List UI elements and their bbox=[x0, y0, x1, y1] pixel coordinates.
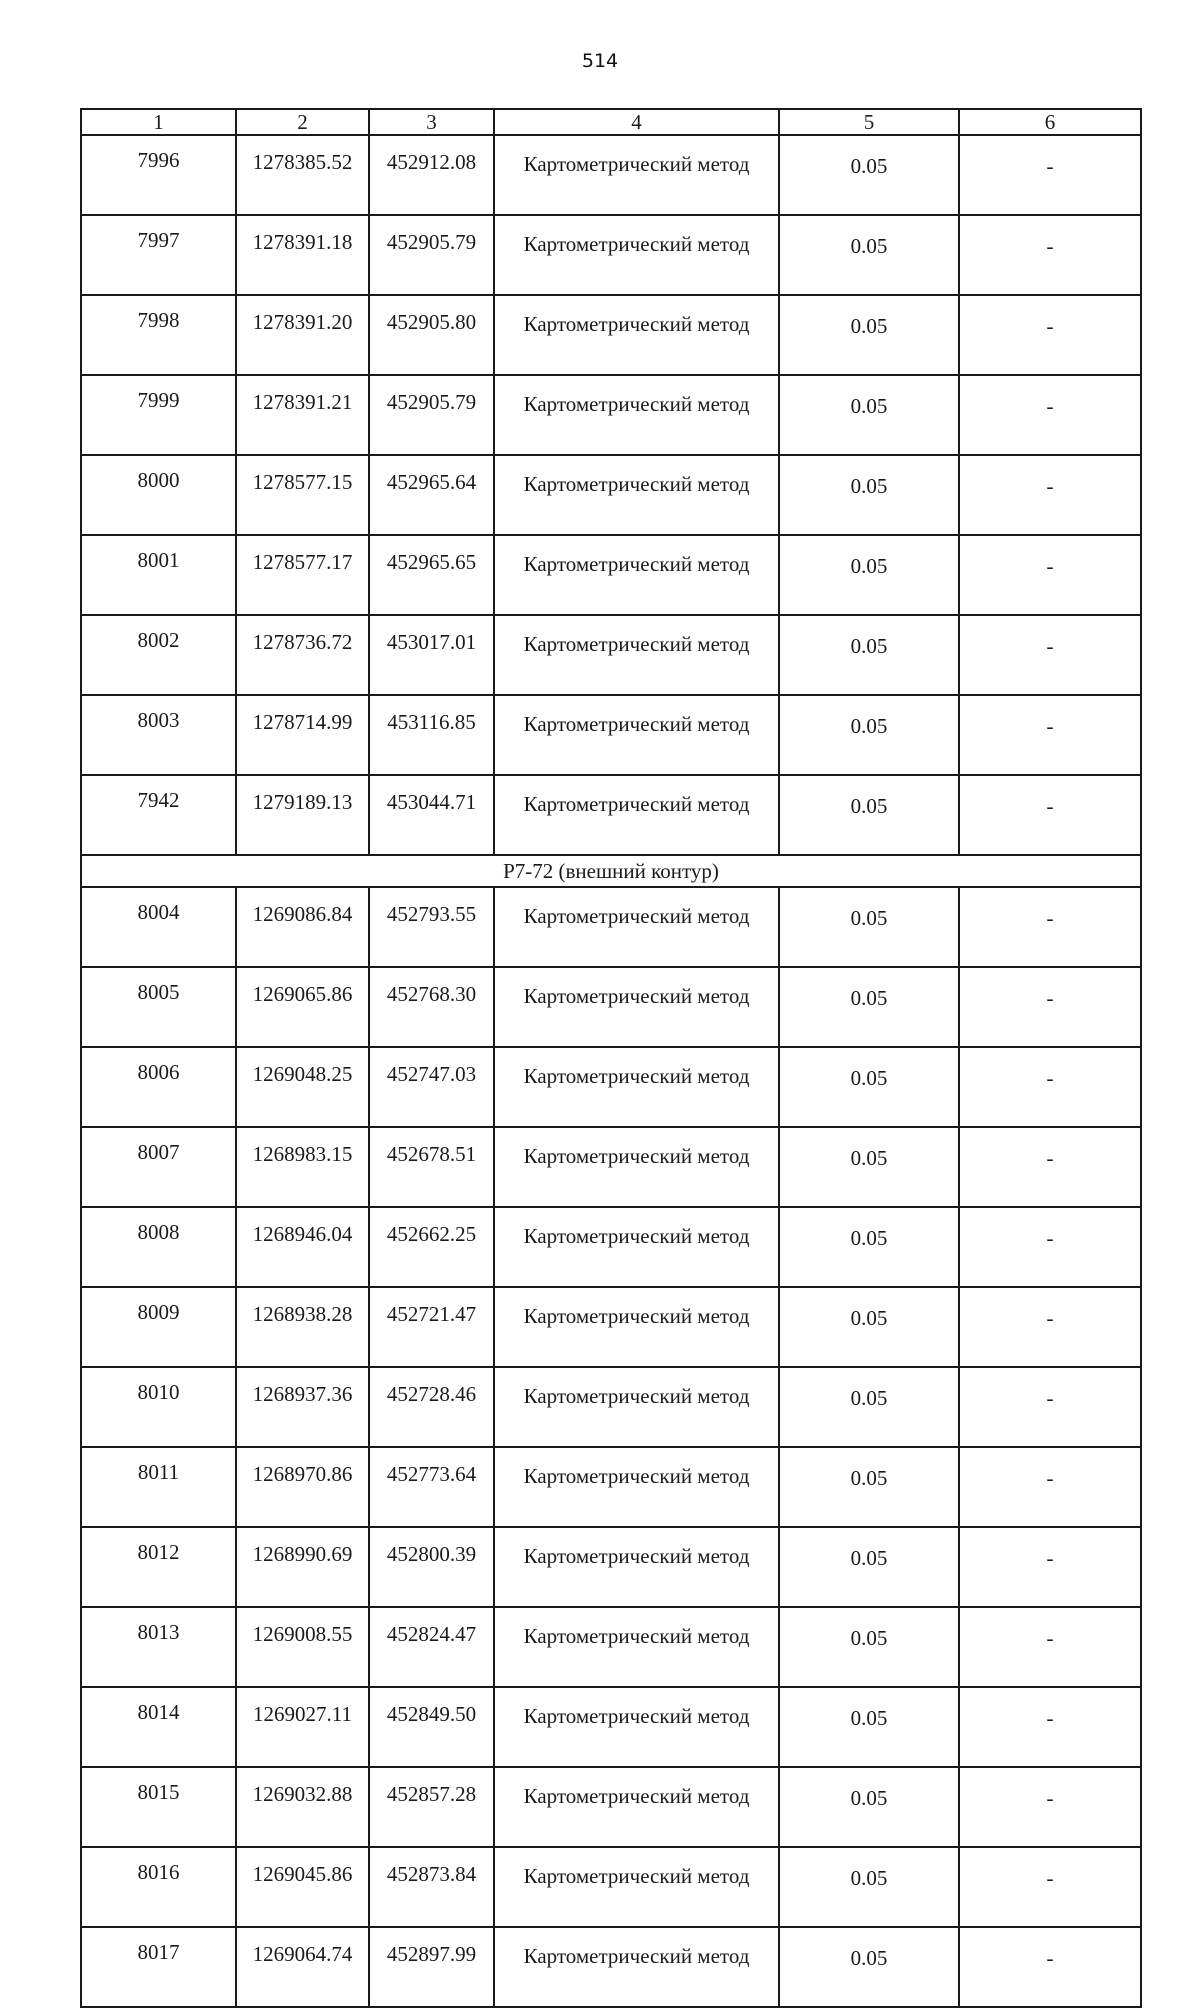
method-cell: Картометрический метод bbox=[494, 775, 779, 855]
extra-cell: - bbox=[959, 1927, 1141, 2007]
point-number-cell: 8001 bbox=[81, 535, 236, 615]
point-number-cell: 8003 bbox=[81, 695, 236, 775]
x-coordinate-cell: 1279189.13 bbox=[236, 775, 369, 855]
method-cell: Картометрический метод bbox=[494, 1847, 779, 1927]
point-number-cell: 8017 bbox=[81, 1927, 236, 2007]
accuracy-cell: 0.05 bbox=[779, 775, 959, 855]
point-number-cell: 8012 bbox=[81, 1527, 236, 1607]
y-coordinate-cell: 452662.25 bbox=[369, 1207, 494, 1287]
point-number-cell: 8014 bbox=[81, 1687, 236, 1767]
extra-cell: - bbox=[959, 1207, 1141, 1287]
x-coordinate-cell: 1268970.86 bbox=[236, 1447, 369, 1527]
method-cell: Картометрический метод bbox=[494, 1767, 779, 1847]
point-number-cell: 7942 bbox=[81, 775, 236, 855]
table-row bbox=[81, 535, 1141, 615]
point-number-cell: 8004 bbox=[81, 887, 236, 967]
table-row bbox=[81, 215, 1141, 295]
method-cell: Картометрический метод bbox=[494, 1687, 779, 1767]
x-coordinate-cell: 1269008.55 bbox=[236, 1607, 369, 1687]
header-cell-4: 4 bbox=[494, 109, 779, 135]
method-cell: Картометрический метод bbox=[494, 1047, 779, 1127]
y-coordinate-cell: 452824.47 bbox=[369, 1607, 494, 1687]
table-row bbox=[81, 695, 1141, 775]
y-coordinate-cell: 453044.71 bbox=[369, 775, 494, 855]
point-number-cell: 8008 bbox=[81, 1207, 236, 1287]
section-title: Р7-72 (внешний контур) bbox=[81, 855, 1141, 887]
extra-cell: - bbox=[959, 1047, 1141, 1127]
y-coordinate-cell: 452965.64 bbox=[369, 455, 494, 535]
method-cell: Картометрический метод bbox=[494, 1207, 779, 1287]
method-cell: Картометрический метод bbox=[494, 1927, 779, 2007]
header-cell-2: 2 bbox=[236, 109, 369, 135]
y-coordinate-cell: 452773.64 bbox=[369, 1447, 494, 1527]
extra-cell: - bbox=[959, 215, 1141, 295]
x-coordinate-cell: 1278391.20 bbox=[236, 295, 369, 375]
extra-cell: - bbox=[959, 775, 1141, 855]
extra-cell: - bbox=[959, 1367, 1141, 1447]
point-number-cell: 8002 bbox=[81, 615, 236, 695]
x-coordinate-cell: 1269048.25 bbox=[236, 1047, 369, 1127]
method-cell: Картометрический метод bbox=[494, 1447, 779, 1527]
extra-cell: - bbox=[959, 1687, 1141, 1767]
x-coordinate-cell: 1278736.72 bbox=[236, 615, 369, 695]
accuracy-cell: 0.05 bbox=[779, 1687, 959, 1767]
accuracy-cell: 0.05 bbox=[779, 135, 959, 215]
accuracy-cell: 0.05 bbox=[779, 1927, 959, 2007]
x-coordinate-cell: 1269027.11 bbox=[236, 1687, 369, 1767]
table-row bbox=[81, 1767, 1141, 1847]
accuracy-cell: 0.05 bbox=[779, 1367, 959, 1447]
table-row bbox=[81, 1287, 1141, 1367]
method-cell: Картометрический метод bbox=[494, 615, 779, 695]
table-row bbox=[81, 967, 1141, 1047]
method-cell: Картометрический метод bbox=[494, 967, 779, 1047]
y-coordinate-cell: 452721.47 bbox=[369, 1287, 494, 1367]
y-coordinate-cell: 452905.79 bbox=[369, 215, 494, 295]
method-cell: Картометрический метод bbox=[494, 1367, 779, 1447]
table-row bbox=[81, 615, 1141, 695]
accuracy-cell: 0.05 bbox=[779, 967, 959, 1047]
y-coordinate-cell: 452857.28 bbox=[369, 1767, 494, 1847]
x-coordinate-cell: 1278391.18 bbox=[236, 215, 369, 295]
accuracy-cell: 0.05 bbox=[779, 1207, 959, 1287]
y-coordinate-cell: 452873.84 bbox=[369, 1847, 494, 1927]
y-coordinate-cell: 452905.80 bbox=[369, 295, 494, 375]
method-cell: Картометрический метод bbox=[494, 1527, 779, 1607]
method-cell: Картометрический метод bbox=[494, 1127, 779, 1207]
extra-cell: - bbox=[959, 1287, 1141, 1367]
table-row bbox=[81, 775, 1141, 855]
extra-cell: - bbox=[959, 1607, 1141, 1687]
table-row bbox=[81, 1687, 1141, 1767]
y-coordinate-cell: 452728.46 bbox=[369, 1367, 494, 1447]
extra-cell: - bbox=[959, 1527, 1141, 1607]
header-cell-1: 1 bbox=[81, 109, 236, 135]
table-row bbox=[81, 1447, 1141, 1527]
point-number-cell: 7996 bbox=[81, 135, 236, 215]
y-coordinate-cell: 452747.03 bbox=[369, 1047, 494, 1127]
x-coordinate-cell: 1269064.74 bbox=[236, 1927, 369, 2007]
point-number-cell: 7997 bbox=[81, 215, 236, 295]
accuracy-cell: 0.05 bbox=[779, 1847, 959, 1927]
accuracy-cell: 0.05 bbox=[779, 535, 959, 615]
accuracy-cell: 0.05 bbox=[779, 1287, 959, 1367]
accuracy-cell: 0.05 bbox=[779, 1527, 959, 1607]
point-number-cell: 7999 bbox=[81, 375, 236, 455]
accuracy-cell: 0.05 bbox=[779, 695, 959, 775]
accuracy-cell: 0.05 bbox=[779, 1607, 959, 1687]
x-coordinate-cell: 1269032.88 bbox=[236, 1767, 369, 1847]
y-coordinate-cell: 452768.30 bbox=[369, 967, 494, 1047]
table-row bbox=[81, 455, 1141, 535]
x-coordinate-cell: 1268946.04 bbox=[236, 1207, 369, 1287]
table-row bbox=[81, 887, 1141, 967]
method-cell: Картометрический метод bbox=[494, 295, 779, 375]
point-number-cell: 8009 bbox=[81, 1287, 236, 1367]
point-number-cell: 8015 bbox=[81, 1767, 236, 1847]
extra-cell: - bbox=[959, 887, 1141, 967]
method-cell: Картометрический метод bbox=[494, 887, 779, 967]
method-cell: Картометрический метод bbox=[494, 535, 779, 615]
accuracy-cell: 0.05 bbox=[779, 215, 959, 295]
table-row bbox=[81, 1207, 1141, 1287]
extra-cell: - bbox=[959, 535, 1141, 615]
extra-cell: - bbox=[959, 135, 1141, 215]
y-coordinate-cell: 452905.79 bbox=[369, 375, 494, 455]
accuracy-cell: 0.05 bbox=[779, 1047, 959, 1127]
header-cell-5: 5 bbox=[779, 109, 959, 135]
accuracy-cell: 0.05 bbox=[779, 615, 959, 695]
x-coordinate-cell: 1268990.69 bbox=[236, 1527, 369, 1607]
x-coordinate-cell: 1269065.86 bbox=[236, 967, 369, 1047]
accuracy-cell: 0.05 bbox=[779, 1447, 959, 1527]
table-row bbox=[81, 375, 1141, 455]
method-cell: Картометрический метод bbox=[494, 215, 779, 295]
table-row bbox=[81, 295, 1141, 375]
table-row bbox=[81, 1367, 1141, 1447]
table-row bbox=[81, 1047, 1141, 1127]
coordinates-table bbox=[80, 108, 1142, 2008]
table-row bbox=[81, 1847, 1141, 1927]
accuracy-cell: 0.05 bbox=[779, 295, 959, 375]
y-coordinate-cell: 452793.55 bbox=[369, 887, 494, 967]
extra-cell: - bbox=[959, 615, 1141, 695]
method-cell: Картометрический метод bbox=[494, 455, 779, 535]
extra-cell: - bbox=[959, 1127, 1141, 1207]
extra-cell: - bbox=[959, 1847, 1141, 1927]
x-coordinate-cell: 1269045.86 bbox=[236, 1847, 369, 1927]
point-number-cell: 8013 bbox=[81, 1607, 236, 1687]
y-coordinate-cell: 453116.85 bbox=[369, 695, 494, 775]
x-coordinate-cell: 1268983.15 bbox=[236, 1127, 369, 1207]
x-coordinate-cell: 1268937.36 bbox=[236, 1367, 369, 1447]
point-number-cell: 8016 bbox=[81, 1847, 236, 1927]
header-row bbox=[81, 109, 1141, 135]
point-number-cell: 8007 bbox=[81, 1127, 236, 1207]
accuracy-cell: 0.05 bbox=[779, 1767, 959, 1847]
point-number-cell: 8010 bbox=[81, 1367, 236, 1447]
extra-cell: - bbox=[959, 1767, 1141, 1847]
point-number-cell: 8005 bbox=[81, 967, 236, 1047]
y-coordinate-cell: 452965.65 bbox=[369, 535, 494, 615]
extra-cell: - bbox=[959, 295, 1141, 375]
table-row bbox=[81, 1527, 1141, 1607]
table-row bbox=[81, 135, 1141, 215]
point-number-cell: 8006 bbox=[81, 1047, 236, 1127]
header-cell-3: 3 bbox=[369, 109, 494, 135]
point-number-cell: 8000 bbox=[81, 455, 236, 535]
point-number-cell: 7998 bbox=[81, 295, 236, 375]
y-coordinate-cell: 452678.51 bbox=[369, 1127, 494, 1207]
y-coordinate-cell: 452849.50 bbox=[369, 1687, 494, 1767]
y-coordinate-cell: 452800.39 bbox=[369, 1527, 494, 1607]
header-cell-6: 6 bbox=[959, 109, 1141, 135]
y-coordinate-cell: 453017.01 bbox=[369, 615, 494, 695]
method-cell: Картометрический метод bbox=[494, 695, 779, 775]
accuracy-cell: 0.05 bbox=[779, 455, 959, 535]
extra-cell: - bbox=[959, 967, 1141, 1047]
x-coordinate-cell: 1278714.99 bbox=[236, 695, 369, 775]
extra-cell: - bbox=[959, 1447, 1141, 1527]
method-cell: Картометрический метод bbox=[494, 375, 779, 455]
x-coordinate-cell: 1278391.21 bbox=[236, 375, 369, 455]
y-coordinate-cell: 452912.08 bbox=[369, 135, 494, 215]
x-coordinate-cell: 1278577.15 bbox=[236, 455, 369, 535]
page-number: 514 bbox=[581, 50, 619, 72]
accuracy-cell: 0.05 bbox=[779, 887, 959, 967]
x-coordinate-cell: 1268938.28 bbox=[236, 1287, 369, 1367]
x-coordinate-cell: 1278577.17 bbox=[236, 535, 369, 615]
method-cell: Картометрический метод bbox=[494, 1607, 779, 1687]
extra-cell: - bbox=[959, 375, 1141, 455]
section-row bbox=[81, 855, 1141, 887]
table-body bbox=[81, 109, 1141, 2007]
table-row bbox=[81, 1927, 1141, 2007]
extra-cell: - bbox=[959, 695, 1141, 775]
x-coordinate-cell: 1269086.84 bbox=[236, 887, 369, 967]
extra-cell: - bbox=[959, 455, 1141, 535]
table-row bbox=[81, 1127, 1141, 1207]
method-cell: Картометрический метод bbox=[494, 135, 779, 215]
x-coordinate-cell: 1278385.52 bbox=[236, 135, 369, 215]
point-number-cell: 8011 bbox=[81, 1447, 236, 1527]
accuracy-cell: 0.05 bbox=[779, 375, 959, 455]
y-coordinate-cell: 452897.99 bbox=[369, 1927, 494, 2007]
table-row bbox=[81, 1607, 1141, 1687]
accuracy-cell: 0.05 bbox=[779, 1127, 959, 1207]
method-cell: Картометрический метод bbox=[494, 1287, 779, 1367]
